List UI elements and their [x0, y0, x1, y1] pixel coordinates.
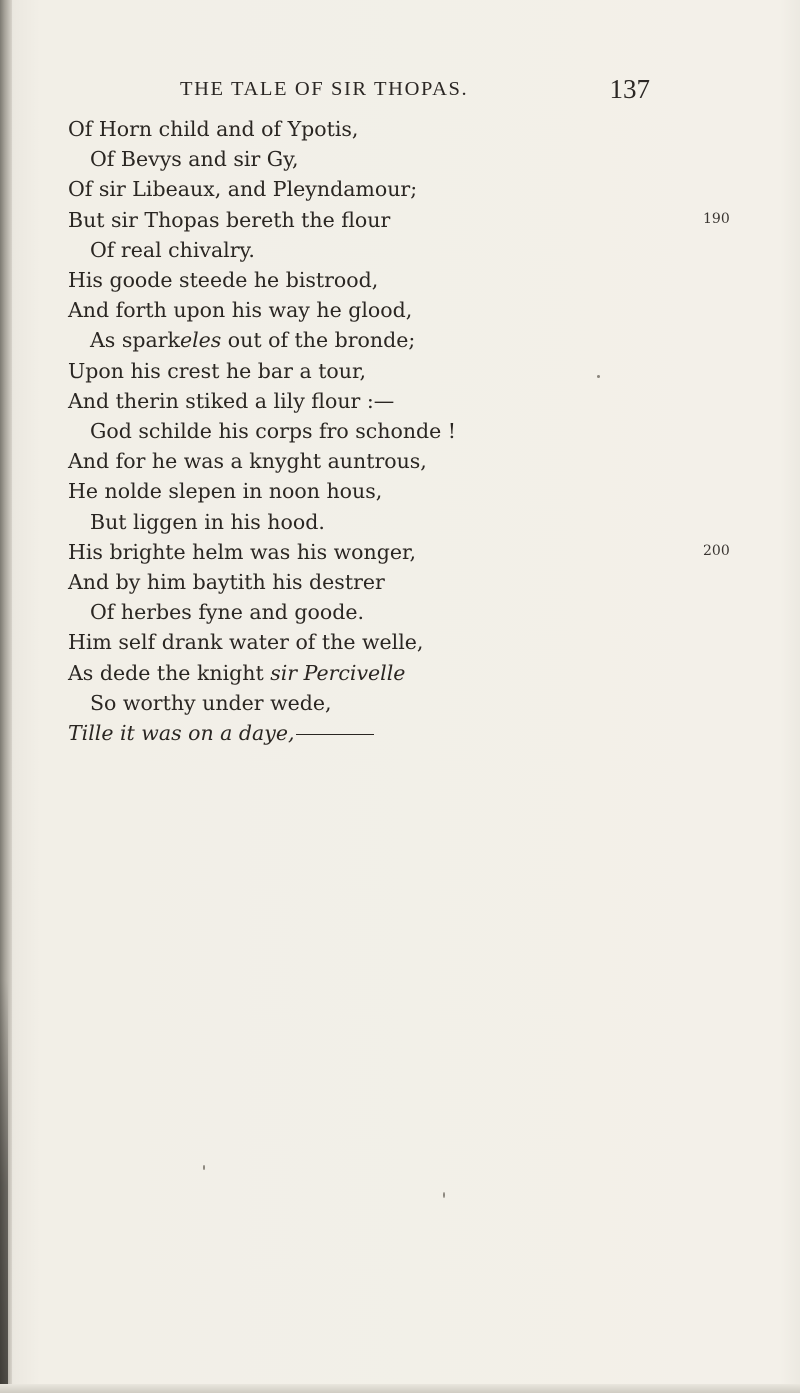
poem-line: [68, 567, 385, 597]
poem-line-italic-text: sir Percivelle: [270, 660, 406, 685]
poem-line-text: As dede the knight: [68, 660, 271, 685]
poem-line-text: But liggen in his hood.: [90, 509, 325, 534]
poem-line: [90, 325, 415, 355]
poem-line-text: And for he was a knyght auntrous,: [68, 449, 427, 474]
poem-line: [68, 718, 374, 748]
poem-line-text: Of Bevys and sir Gy,: [90, 147, 299, 172]
poem-line: [68, 537, 416, 567]
poem-line: [68, 627, 423, 657]
poem-line-text: Upon his crest he bar a tour,: [68, 358, 367, 383]
poem-line: [90, 507, 325, 537]
poem-line: [68, 174, 417, 204]
poem-line: [68, 386, 394, 416]
poem-line-text: His brighte helm was his wonger,: [68, 539, 417, 564]
poem-line-text: out of the bronde;: [221, 328, 416, 353]
ink-speck: [203, 1165, 205, 1170]
poem-line-text: And by him baytith his destrer: [68, 570, 385, 594]
poem-line-text: He nolde slepen in noon hous,: [68, 479, 383, 504]
poem-line: [68, 265, 378, 295]
page-number: 137: [609, 74, 650, 104]
book-spine-dark-edge: [0, 980, 8, 1393]
poem-line: [68, 658, 405, 688]
poem-line: [90, 416, 456, 446]
ink-speck: [597, 375, 600, 378]
em-dash-rule: [296, 734, 374, 735]
line-number-marker: 200: [703, 542, 730, 559]
poem-line: [68, 446, 427, 476]
poem-line-text: Of Horn child and of Ypotis,: [68, 117, 359, 141]
poem-line-text: But sir Thopas bereth the flour: [68, 207, 391, 232]
poem-line-text: God schilde his corps fro schonde !: [90, 419, 457, 443]
running-head: [180, 74, 660, 108]
poem-line-text: Of sir Libeaux, and Pleyndamour;: [68, 177, 418, 202]
poem-line-text: Him self drank water of the welle,: [68, 630, 424, 655]
poem-line: [90, 688, 332, 718]
poem-line-text: And forth upon his way he glood,: [68, 298, 413, 323]
poem-line-italic-text: Tille it was on a daye,: [68, 721, 295, 745]
page-title: THE TALE OF SIR THOPAS.: [180, 78, 469, 100]
poem-line-text: Of herbes fyne and goode.: [90, 600, 364, 625]
page-bottom-edge: [0, 1384, 800, 1393]
poem-line-text: And therin stiked a lily flour :—: [68, 388, 395, 413]
poem-line: [68, 205, 390, 235]
poem-line: [68, 356, 366, 386]
ink-speck: [443, 1192, 445, 1198]
poem-line: [68, 476, 382, 506]
line-number-marker: 190: [703, 210, 730, 227]
poem-line: [68, 114, 358, 144]
poem-line-italic-text: eles: [179, 328, 222, 353]
poem-line-text: Of real chivalry.: [90, 237, 255, 262]
poem-line-text: So worthy under wede,: [90, 690, 332, 715]
poem-line-text: As spark: [90, 328, 180, 353]
poem-line: [90, 144, 299, 174]
poem-line: [90, 597, 364, 627]
poem-line: [68, 295, 412, 325]
poem-line-text: His goode steede he bistrood,: [68, 268, 379, 292]
poem-line: [90, 235, 255, 265]
